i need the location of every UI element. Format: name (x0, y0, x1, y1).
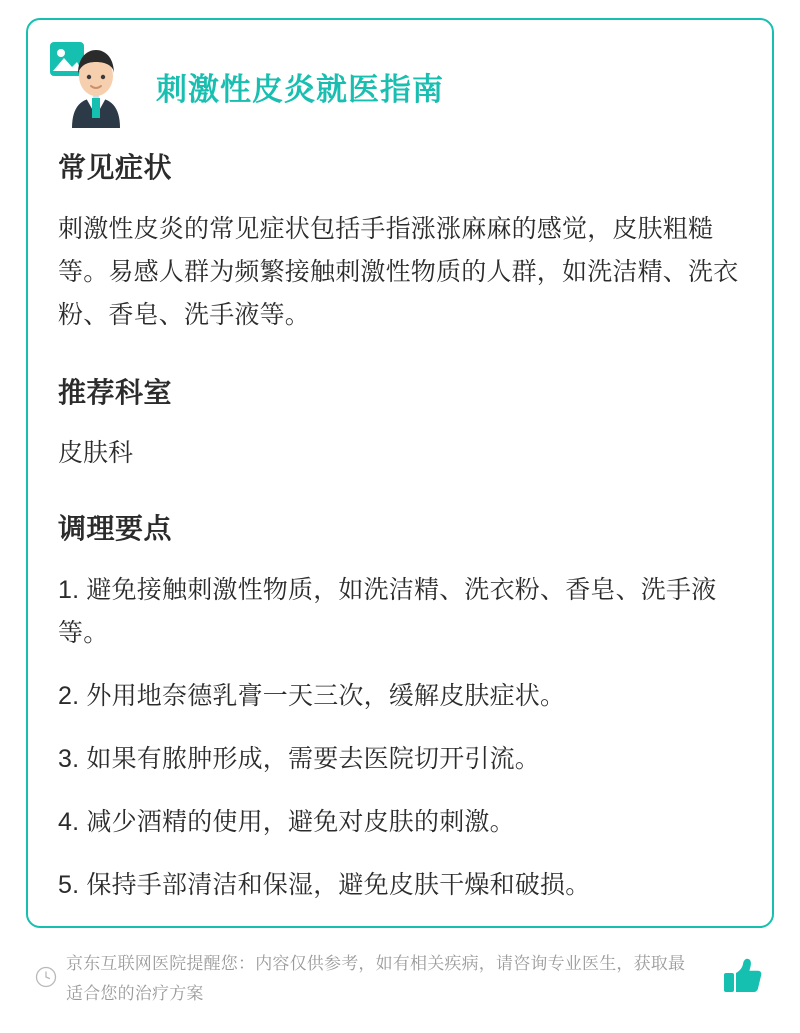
doctor-avatar-icon (48, 36, 144, 132)
section-heading-tips: 调理要点 (58, 513, 173, 544)
clock-icon (35, 966, 57, 988)
symptoms-text: 刺激性皮炎的常见症状包括手指涨涨麻麻的感觉，皮肤粗糙等。易感人群为频繁接触刺激性物质的人群，如洗洁精、洗衣粉、香皂、洗手液等。 (58, 215, 739, 329)
card-content (58, 146, 746, 927)
footer (26, 944, 774, 1018)
list-item: 5. 保持手部清洁和保湿，避免皮肤干燥和破损。 (58, 871, 591, 899)
list-item: 4. 减少酒精的使用，避免对皮肤的刺激。 (58, 808, 515, 836)
list-item: 1. 避免接触刺激性物质，如洗洁精、洗衣粉、香皂、洗手液等。 (58, 576, 717, 647)
list-item: 3. 如果有脓肿形成，需要去医院切开引流。 (58, 745, 540, 773)
list-item: 2. 外用地奈德乳膏一天三次，缓解皮肤症状。 (58, 682, 566, 710)
section-heading-symptoms: 常见症状 (58, 152, 173, 183)
department-value: 皮肤科 (58, 439, 134, 467)
guide-card (26, 18, 774, 928)
page-title: 刺激性皮炎就医指南 (156, 72, 444, 107)
footer-disclaimer: 京东互联网医院提醒您：内容仅供参考，如有相关疾病，请咨询专业医生，获取最适合您的治疗方案 (66, 954, 686, 1003)
tips-list (58, 569, 746, 907)
spacer (58, 473, 746, 507)
section-heading-department: 推荐科室 (58, 377, 173, 408)
spacer (58, 337, 746, 371)
thumbs-up-icon[interactable] (720, 954, 764, 998)
